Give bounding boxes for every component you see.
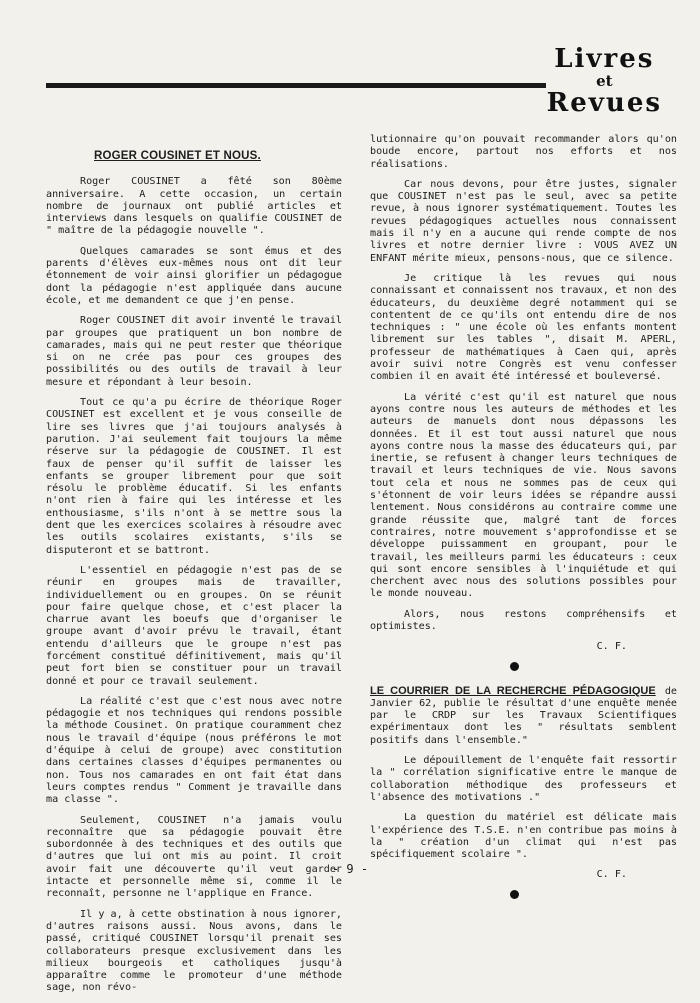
article-paragraph: Car nous devons, pour être justes, signaler que COUSINET n'est pas le seul, avec sa petite revue, à nous ignorer systématiquement. Toutes les revues pédagogiques actuelles nous connaissent mais il n'y en a aucune qui rende compte de nos livres et notre dernier livre : VOUS AVEZ UN ENFANT mérite mieux, pensons-nous, que ce silence.: [370, 178, 677, 264]
article-paragraph: La vérité c'est qu'il est naturel que nous ayons contre nous les auteurs de méthodes et les auteurs de manuels dont nous dépassons les données. Et il est tout aussi naturel que nous ayons contre nous la masse des éducateurs qui, par inertie, se refusent à changer leurs techniques de travail et leurs techniques de vie. Nous savons tout cela et nous ne sommes pas de ceux qui s'étonnent de voir leurs idées se répandre aussi lentement. Nous considérons au contraire comme une grande réussite que, malgré tant de forces contraires, notre mouvement s'approfondisse et se développe puissamment en groupant, pour le travail, les meilleurs parmi les éducateurs : ceux qui sont encore sensibles à l'inquiétude et qui cherchent avec nous des solutions possibles pour le monde nouveau.: [370, 391, 677, 600]
article-paragraph: Roger COUSINET dit avoir inventé le travail par groupes que pratiquent un bon nombre de camarades, mais qui ne peut rester que théorique si on ne crée pas pour ces groupes des possibilités ou des outils de travail à leur mesure et répondant à leur besoin.: [46, 315, 342, 388]
article-paragraph: Quelques camarades se sont émus et des parents d'élèves eux-mêmes nous ont dit leur étonnement de voir ainsi glorifier un pédagogue dont la pédagogie n'est appliquée dans aucune école, et me demandent ce que j'en pense.: [46, 245, 342, 306]
header-title: [547, 44, 662, 118]
article-paragraph: Tout ce qu'a pu écrire de théorique Roger COUSINET est excellent et je vous conseille de lire ses livres que j'ai toujours analysés à parution. J'ai seulement fait toujours la même réserve sur la pédagogie de COUSINET. Il est faux de penser qu'il suffit de laisser les enfants se grouper librement pour que soit résolu le problème éducatif. Si les enfants n'ont rien à faire qui les intéresse et les enthousiasme, s'ils n'ont à se mettre sous la dent que les exercices scolaires à résoudre avec les outils scolaires existants, s'ils se disputeront et se battront.: [46, 397, 342, 556]
article-paragraph: La question du matériel est délicate mais l'expérience des T.S.E. n'en contribue pas moins à la " création d'un climat qui n'est pas spécifiquement scolaire ".: [370, 812, 677, 861]
section-text: de Janvier 62, publie le résultat d'une enquête menée par le CRDP sur les Travaux Scientifiques expérimentaux dont les " résultats semblent positifs dans l'ensemble.": [370, 685, 678, 746]
separator-bullet: [510, 662, 519, 671]
article-paragraph: La réalité c'est que c'est nous avec notre pédagogie et nos techniques qui rendons possible la méthode Cousinet. On pratique couramment chez nous le travail d'équipe (nous préférons le mot d'équipe à celui de groupe) avec constitution dans certaines classes d'équipes permanentes ou non. Tous nos camarades en ont fait état dans leurs comptes rendus " Comment je travaille dans ma classe ".: [46, 695, 342, 806]
article-paragraph: Il y a, à cette obstination à nous ignorer, d'autres raisons aussi. Nous avons, dans le passé, critiqué COUSINET lorsqu'il prenait ses collaborateurs presque exclusivement dans les milieux bourgeois et catholiques jusqu'à apparaître comme le promoteur d'une méthode sage, non révo-: [46, 908, 342, 994]
header-rule: [46, 83, 546, 88]
section-title: LE COURRIER DE LA RECHERCHE PÉDAGOGIQUE: [370, 684, 656, 697]
right-column: [370, 134, 677, 913]
page-number: - 9 -: [331, 862, 369, 876]
article-paragraph: Seulement, COUSINET n'a jamais voulu reconnaître que sa pédagogie pouvait être subordonnée à des techniques et des outils que d'autres que lui ont mis au point. Il croit avoir fait une découverte qu'il veut garder intacte et personnelle même si, comme il le reconnaît, personne ne l'applique en France.: [46, 814, 342, 900]
article-paragraph: Roger COUSINET a fêté son 80ème anniversaire. A cette occasion, un certain nombre de journaux ont publié articles et interviews dans lesquels on qualifie COUSINET de " maître de la pédagogie nouvelle ".: [46, 176, 342, 237]
header-revues: Revues: [546, 88, 662, 118]
article-paragraph: Le dépouillement de l'enquête fait ressortir la " corrélation significative entre le manque de collaboration méthodique des professeurs et l'absence des motivations .": [370, 755, 677, 803]
article-continuation: lutionnaire qu'on pouvait recommander alors qu'on boude encore, partout nos efforts et nos réalisations.: [370, 134, 677, 170]
header-et: et: [596, 72, 613, 90]
article-paragraph: Je critique là les revues qui nous connaissant et connaissent nos travaux, et non des éducateurs, du deuxième degré notamment qui se contentent de ce qu'ils ont entendu dire de nos techniques : " une école où les enfants montent librement sur les tables ", disait M. APERL, professeur de mathématiques à Caen qui, après avoir suivi notre Congrès est venu confesser combien il en avait été intéressé et bouleversé.: [370, 272, 677, 383]
signature: C. F.: [596, 869, 627, 881]
separator-bullet: [510, 890, 519, 899]
article-paragraph: Alors, nous restons compréhensifs et optimistes.: [370, 608, 677, 632]
signature: C. F.: [596, 641, 627, 653]
header-livres: Livres: [554, 44, 655, 74]
article-paragraph: L'essentiel en pédagogie n'est pas de se réunir en groupes mais de travailler, individuellement ou en groupes. On se réunit pour faire quelque chose, et c'est placer la charrue avant les boeufs que d'organiser le groupe avant d'avoir prévu le travail, étant entendu d'ailleurs que le groupe n'est pas forcément constitué définitivement, mais qu'il peut fort bien se constituer pour un travail donné et pour ce travail seulement.: [46, 564, 342, 687]
article-title: ROGER COUSINET ET NOUS.: [94, 150, 261, 162]
